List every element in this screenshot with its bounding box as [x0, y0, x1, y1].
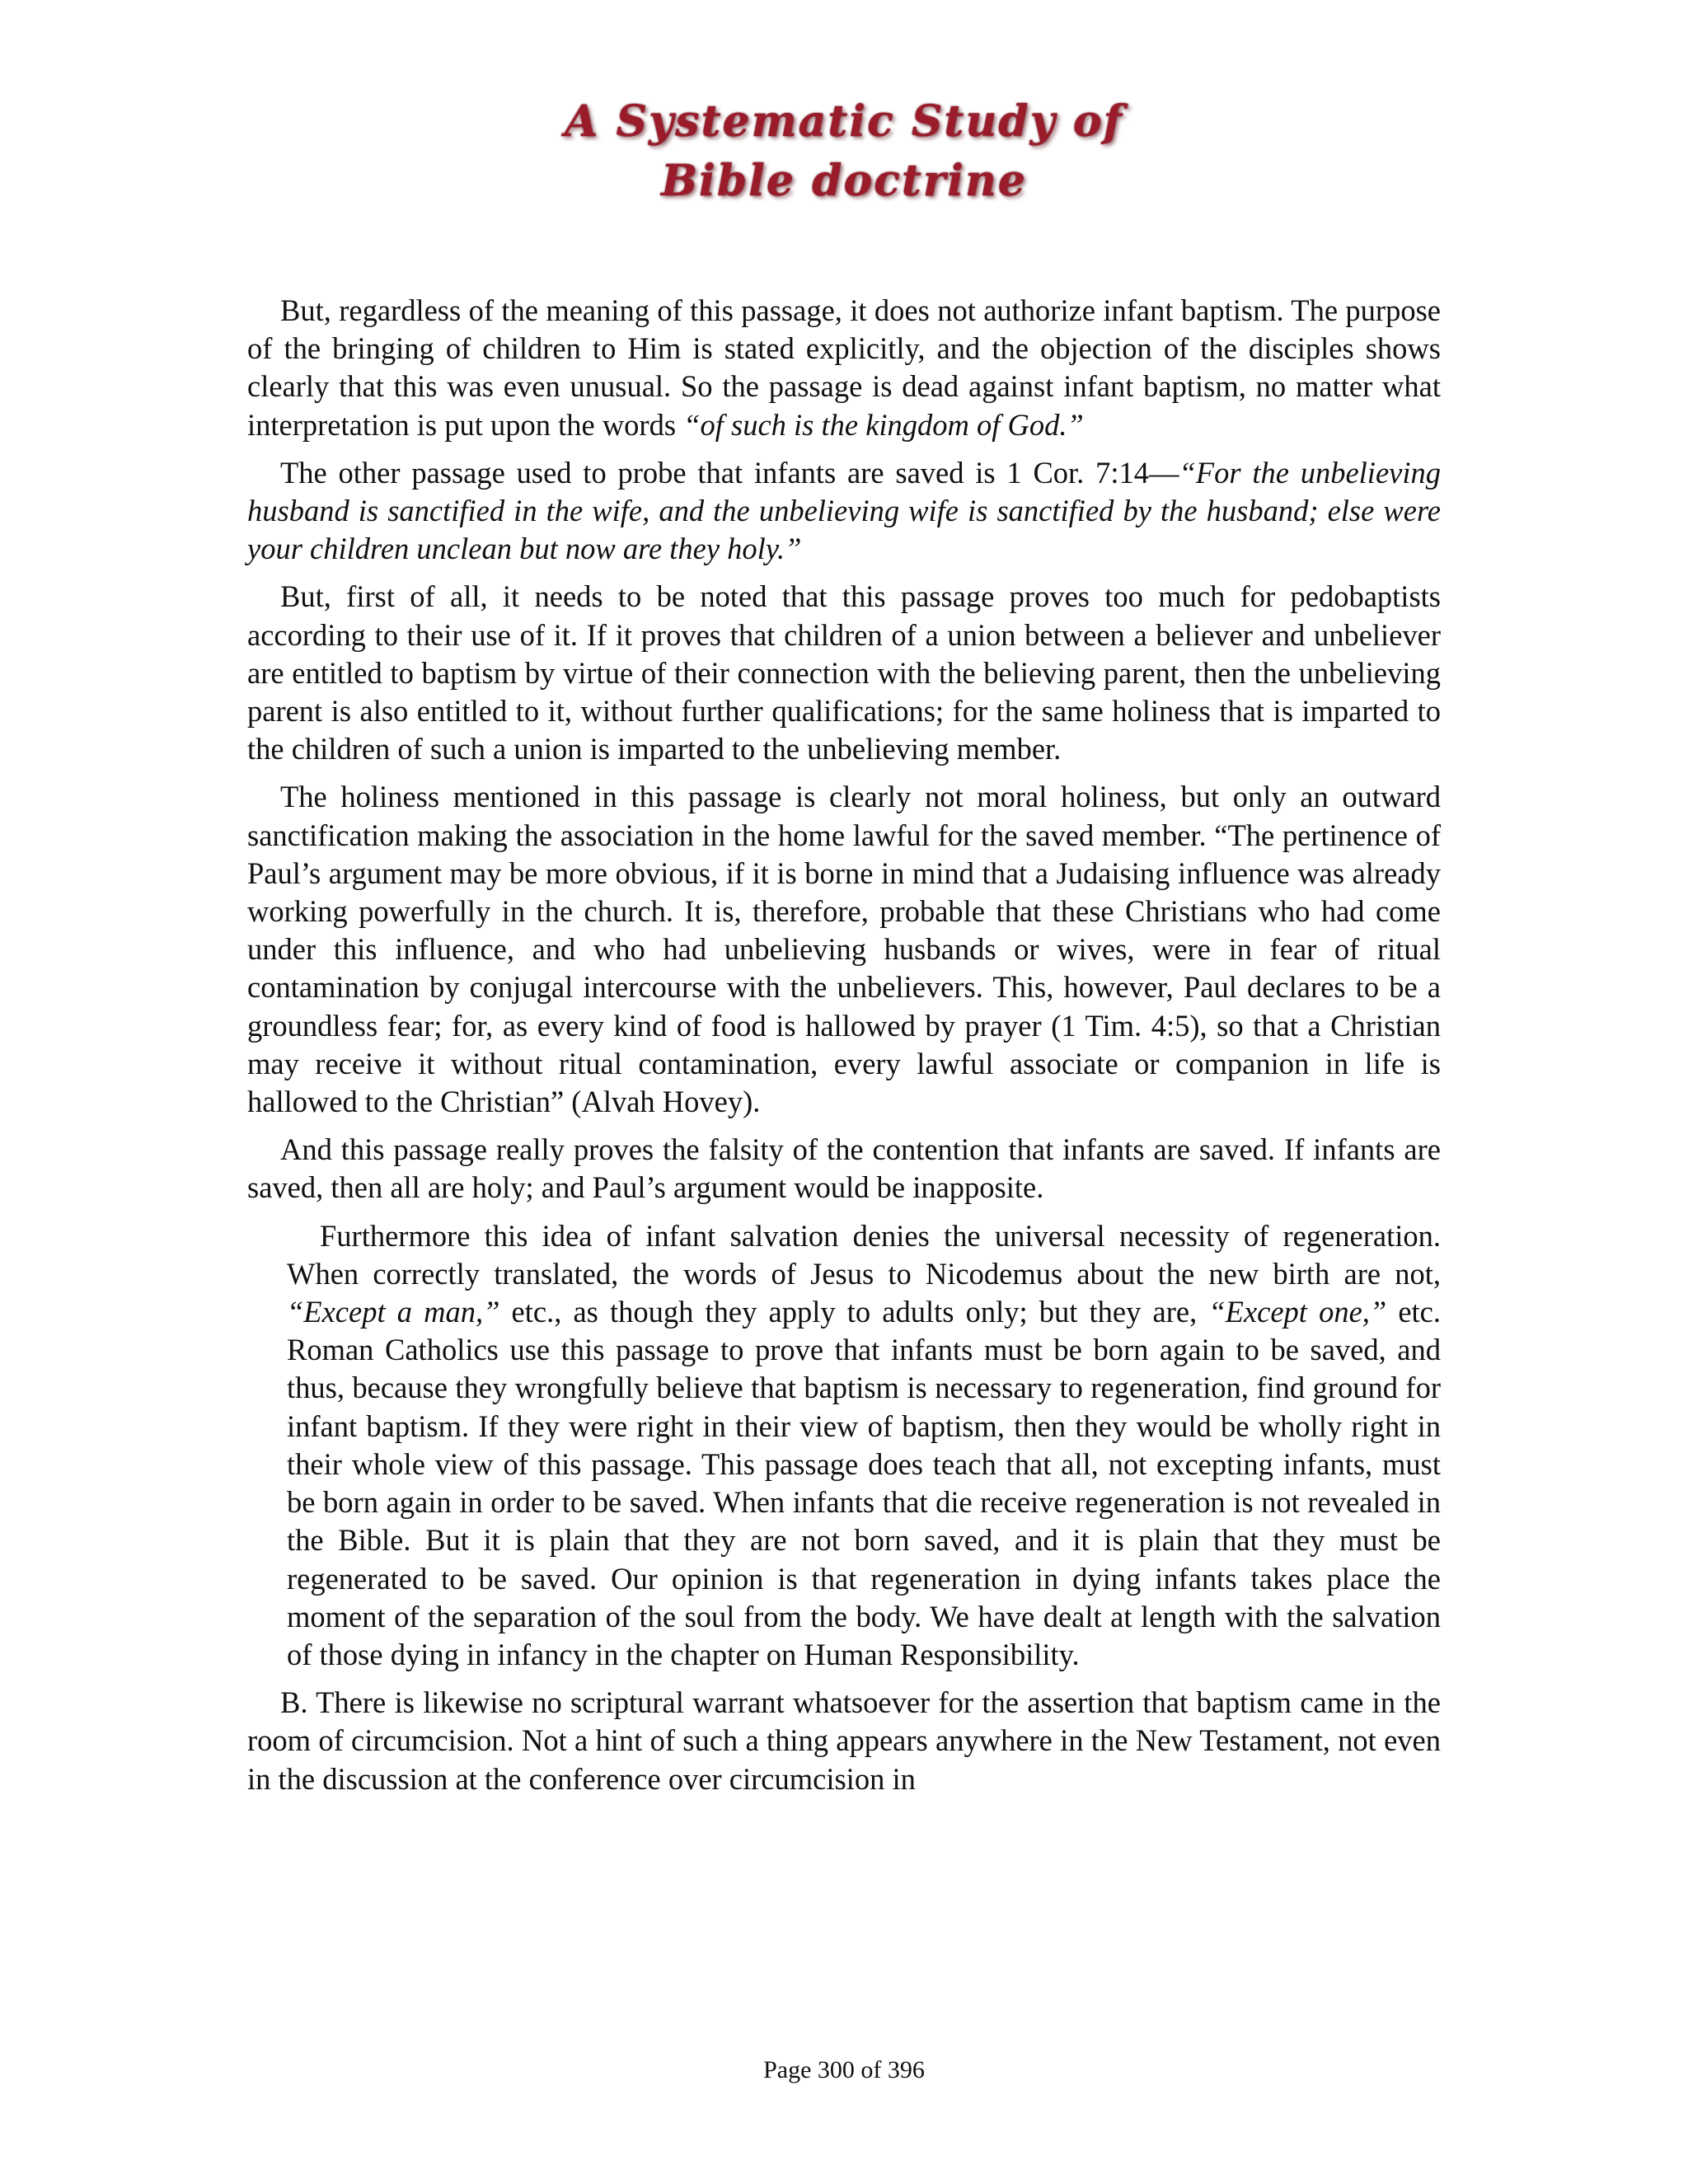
paragraph-1-quote: “of such is the kingdom of God.” — [683, 407, 1084, 442]
paragraph-6-quote-a: “Except a man,” — [287, 1295, 500, 1329]
paragraph-6 — [287, 1217, 1441, 1674]
paragraph-6-quote-b: “Except one,” — [1208, 1295, 1387, 1329]
page-number: Page 300 of 396 — [763, 2056, 925, 2083]
page-body — [247, 292, 1441, 1808]
paragraph-6-text-b: etc., as though they apply to adults only; but they are, — [499, 1295, 1209, 1329]
paragraph-3: But, first of all, it needs to be noted that this passage proves too much for pedobaptists according to their use of it. If it proves that children of a union between a believer and unbeliever are entitled to baptism by virtue of their connection with the believing parent, then the unbelieving parent is also entitled to it, without further qualifications; for the same holiness that is imparted to the children of such a union is imparted to the unbelieving member. — [247, 579, 1441, 766]
paragraph-1 — [247, 292, 1441, 444]
logo-line-1: A Systematic Study of — [565, 96, 1123, 147]
logo-line-2: Bible doctrine — [661, 156, 1027, 206]
book-title-logo — [0, 92, 1688, 211]
paragraph-6-text-c: etc. Roman Catholics use this passage to prove that infants must be born again to be saved, and thus, because they wrongfully believe that baptism is necessary to regeneration, find ground for infant baptism. If they were right in their view of baptism, then they would be wholly right in their whole view of this passage. This passage does teach that all, not excepting infants, must be born again in order to be saved. When infants that die receive regeneration is not revealed in the Bible. But it is plain that they are not born saved, and it is plain that they must be regenerated to be saved. Our opinion is that regeneration in dying infants takes place the moment of the separation of the soul from the body. We have dealt at length with the salvation of those dying in infancy in the chapter on Human Responsibility. — [287, 1295, 1442, 1671]
paragraph-1-text: But, regardless of the meaning of this passage, it does not authorize infant baptism. The purpose of the bringing of children to Him is stated explicitly, and the objection of the disciples shows clearly that this was even unusual. So the passage is dead against infant baptism, no matter what interpretation is put upon the words — [247, 293, 1441, 442]
paragraph-5: And this passage really proves the falsity of the contention that infants are saved. If infants are saved, then all are holy; and Paul’s argument would be inapposite. — [247, 1132, 1441, 1205]
paragraph-2-text: The other passage used to probe that infants are saved is 1 Cor. 7:14— — [280, 455, 1179, 490]
paragraph-4: The holiness mentioned in this passage is clearly not moral holiness, but only an outward sanctification making the association in the home lawful for the saved member. “The pertinence of Paul’s argument may be more obvious, if it is borne in mind that a Judaising influence was already working powerfully in the church. It is, therefore, probable that these Christians who had come under this influence, and who had unbelieving husbands or wives, were in fear of ritual contamination by conjugal intercourse with the unbelievers. This, however, Paul declares to be a groundless fear; for, as every kind of food is hallowed by prayer (1 Tim. 4:5), so that a Christian may receive it without ritual contamination, every lawful associate or companion in life is hallowed to the Christian” (Alvah Hovey). — [247, 780, 1441, 1119]
paragraph-2 — [247, 454, 1441, 569]
paragraph-2-quote: “For the unbelieving husband is sanctified in the wife, and the unbelieving wife is sanctified by the husband; else were your children unclean but now are they holy.” — [247, 455, 1441, 566]
paragraph-7: B. There is likewise no scriptural warrant whatsoever for the assertion that baptism came in the room of circumcision. Not a hint of such a thing appears anywhere in the New Testament, not even in the discussion at the conference over circumcision in — [247, 1685, 1441, 1796]
paragraph-6-text-a: Furthermore this idea of infant salvation denies the universal necessity of regeneration. When correctly translated, the words of Jesus to Nicodemus about the new birth are not, — [287, 1218, 1441, 1291]
